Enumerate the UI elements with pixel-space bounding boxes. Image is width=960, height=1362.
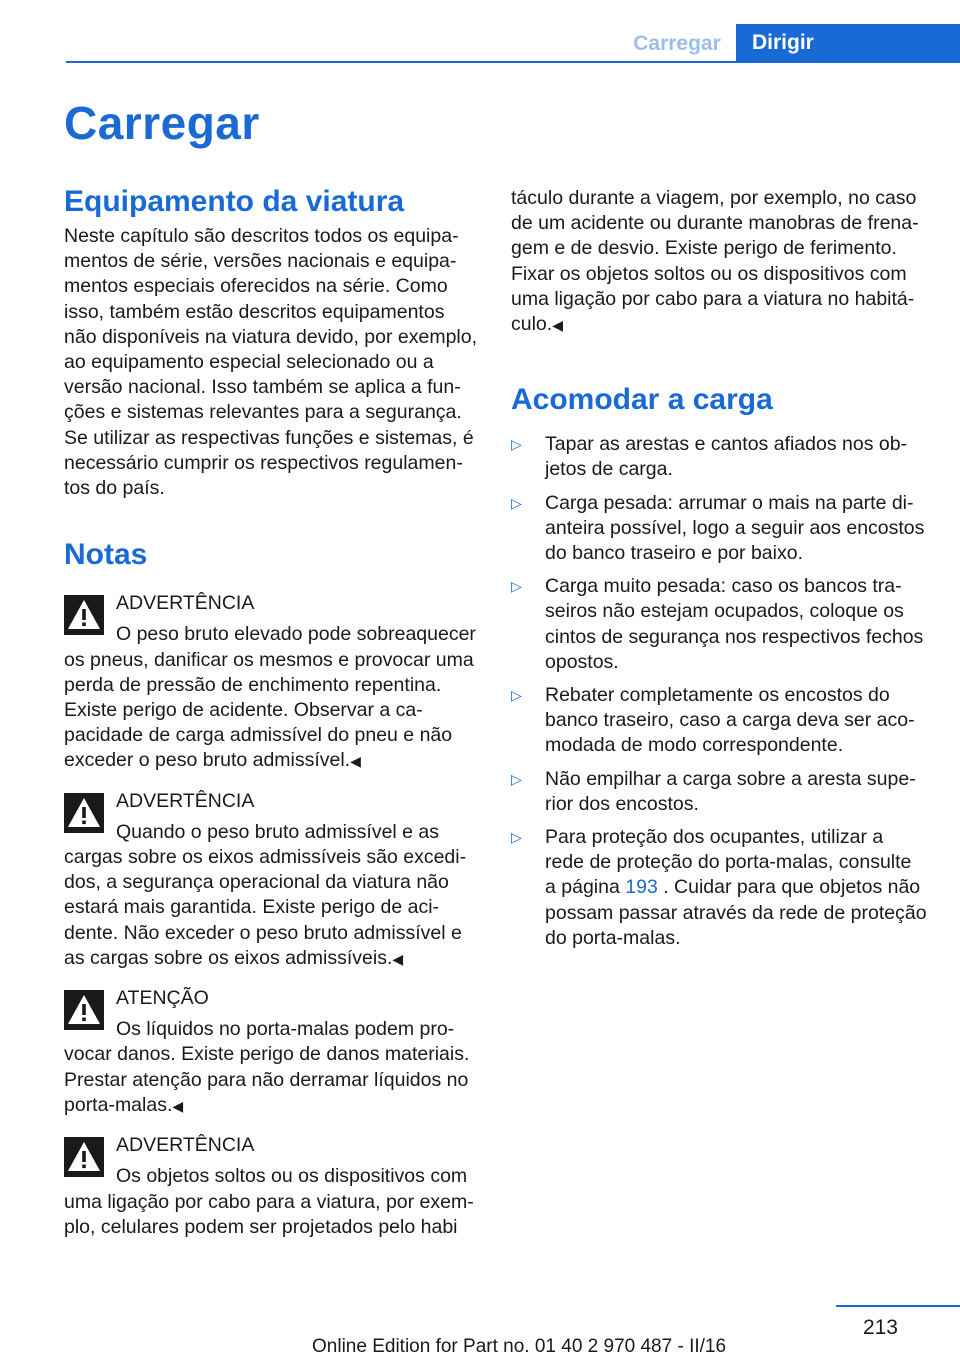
warning-triangle-icon bbox=[64, 595, 104, 635]
warning-block bbox=[64, 789, 478, 972]
footer-rule bbox=[836, 1305, 960, 1307]
end-mark: ◀ bbox=[552, 317, 563, 334]
warning-text: Os objetos soltos ou os dispositivos com uma ligação por cabo para a viatura, por exemplo, celulares podem ser projetados pelo habi bbox=[64, 1165, 474, 1238]
header-rule bbox=[66, 61, 960, 63]
warning-title: ADVERTÊNCIA bbox=[116, 789, 255, 812]
warning-triangle-icon bbox=[64, 793, 104, 833]
page-number: 213 bbox=[862, 1316, 898, 1339]
equipment-paragraph: Neste capítulo são descritos todos os equipamentos de série, versões nacionais e equipamentos especiais oferecidos na série. Como isso, também estão descritos equipamentos não disponíveis na viatura devido, por exemplo, ao equipamento especial selecionado ou a versão nacional. Isso também se aplica a funções e sistemas relevantes para a segurança. Se utilizar as respectivas funções e sistemas, é necessário cumprir os respectivos regulamentos do país. bbox=[64, 225, 478, 500]
list-item: ▷ Para proteção dos ocupantes, utilizar a rede de proteção do porta-malas, consulte a página 193 . Cuidar para que objetos não possam passar através da rede de proteção do porta-malas. bbox=[511, 826, 927, 949]
end-mark: ◀ bbox=[350, 753, 361, 770]
warning-text: Quando o peso bruto admissível e as cargas sobre os eixos admissíveis são excedidos, a segurança operacional da viatura não estará mais garantida. Existe perigo de acidente. Não exceder o peso bruto admissível e as cargas sobre os eixos admissíveis.◀ bbox=[64, 820, 467, 969]
warning-text: O peso bruto elevado pode sobreaquecer os pneus, danificar os mesmos e provocar uma perda de pressão de enchimento repentina. Existe perigo de acidente. Observar a capacidade de carga admissível do pneu e não exceder o peso bruto admissível.◀ bbox=[64, 623, 476, 772]
triangle-bullet-icon: ▷ bbox=[511, 578, 522, 595]
caution-title: ATENÇÃO bbox=[116, 987, 209, 1010]
end-mark: ◀ bbox=[172, 1097, 184, 1114]
caution-block bbox=[64, 986, 478, 1119]
warning-title: ADVERTÊNCIA bbox=[116, 592, 255, 615]
list-item: ▷ Carga pesada: arrumar o mais na parte dianteira possível, logo a seguir aos encostos do banco traseiro e por baixo. bbox=[511, 491, 925, 565]
left-column bbox=[64, 180, 478, 1240]
right-column bbox=[511, 186, 927, 959]
cargo-list bbox=[511, 432, 927, 951]
triangle-bullet-icon: ▷ bbox=[511, 687, 522, 704]
triangle-bullet-icon: ▷ bbox=[511, 436, 522, 453]
triangle-bullet-icon: ▷ bbox=[511, 829, 522, 846]
chapter-title: Carregar bbox=[64, 97, 260, 149]
warning-block bbox=[64, 1133, 478, 1240]
edition-footer: Online Edition for Part no. 01 40 2 970 487 - II/16 bbox=[312, 1336, 727, 1357]
section-heading-equipment: Equipamento da viatura bbox=[64, 185, 405, 218]
triangle-bullet-icon: ▷ bbox=[511, 770, 522, 787]
warning-block bbox=[64, 591, 478, 774]
triangle-bullet-icon: ▷ bbox=[511, 494, 522, 511]
header-tab-dirigir[interactable]: Dirigir bbox=[736, 24, 960, 62]
list-item: ▷ Rebater completamente os encostos do banco traseiro, caso a carga deva ser acomodada de modo correspondente. bbox=[511, 684, 915, 757]
list-item: ▷ Tapar as arestas e cantos afiados nos objetos de carga. bbox=[511, 433, 908, 481]
section-heading-cargo: Acomodar a carga bbox=[511, 383, 773, 417]
warning-triangle-icon bbox=[64, 1137, 104, 1177]
list-item: ▷ Não empilhar a carga sobre a aresta superior dos encostos. bbox=[511, 767, 916, 815]
warning-title: ADVERTÊNCIA bbox=[116, 1134, 255, 1157]
header-tab-carregar[interactable]: Carregar bbox=[633, 32, 721, 55]
warning-triangle-icon bbox=[64, 990, 104, 1030]
section-heading-notes: Notas bbox=[64, 538, 148, 572]
list-item: ▷ Carga muito pesada: caso os bancos traseiros não estejam ocupados, coloque os cintos de segurança nos respectivos fechos opostos. bbox=[511, 575, 924, 673]
warning-continuation: táculo durante a viagem, por exemplo, no caso de um acidente ou durante manobras de frenagem e de desvio. Existe perigo de ferimento. Fixar os objetos soltos ou os dispositivos com uma ligação por cabo para a viatura no habitáculo.◀ bbox=[511, 187, 919, 336]
page-link-193[interactable]: 193 bbox=[625, 876, 658, 899]
caution-text: Os líquidos no porta-malas podem provocar danos. Existe perigo de danos materiais. Prestar atenção para não derramar líquidos no porta-malas.◀ bbox=[64, 1018, 470, 1116]
end-mark: ◀ bbox=[392, 950, 404, 967]
